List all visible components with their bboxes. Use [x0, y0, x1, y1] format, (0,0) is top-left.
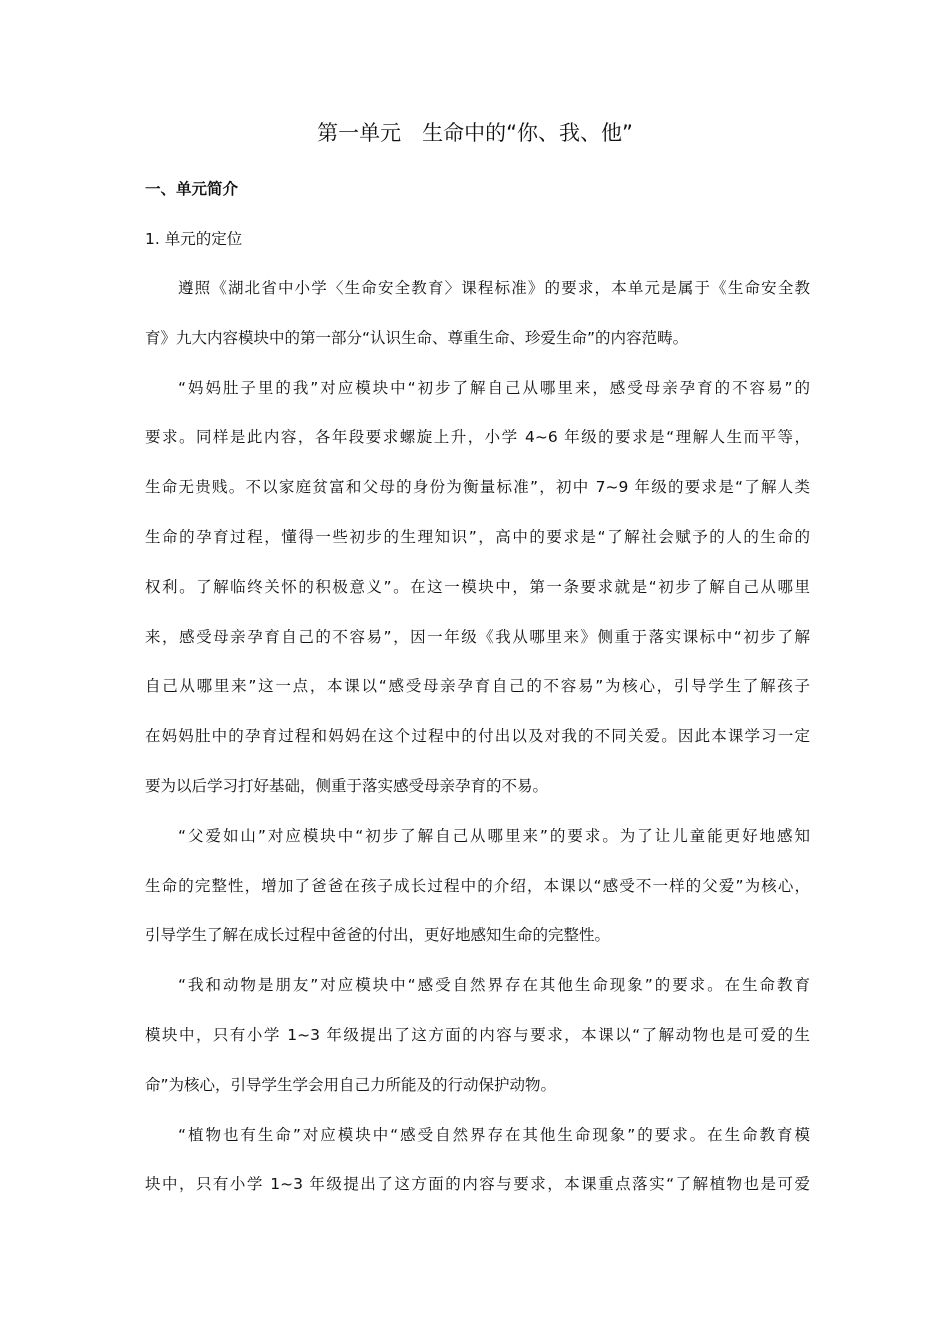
paragraph-line: 生命无贵贱。不以家庭贫富和父母的身份为衡量标准”，初中 7~9 年级的要求是“了解人类 — [145, 478, 810, 497]
paragraph-line: 来，感受母亲孕育自己的不容易”，因一年级《我从哪里来》侧重于落实课标中“初步了解 — [145, 627, 810, 646]
section-heading: 一、单元简介 — [145, 180, 239, 198]
paragraph-line: “我和动物是朋友”对应模块中“感受自然界存在其他生命现象”的要求。在生命教育 — [178, 976, 810, 995]
paragraph-line: 在妈妈肚中的孕育过程和妈妈在这个过程中的付出以及对我的不同关爱。因此本课学习一定 — [145, 727, 810, 746]
paragraph-line: 生命的完整性，增加了爸爸在孩子成长过程中的介绍，本课以“感受不一样的父爱”为核心， — [145, 876, 810, 895]
paragraph-line: “父爱如山”对应模块中“初步了解自己从哪里来”的要求。为了让儿童能更好地感知 — [178, 826, 810, 845]
paragraph-line: 引导学生了解在成长过程中爸爸的付出，更好地感知生命的完整性。 — [145, 926, 611, 945]
paragraph-line: 块中，只有小学 1~3 年级提出了这方面的内容与要求，本课重点落实“了解植物也是可爱 — [145, 1175, 810, 1194]
subsection-heading: 1. 单元的定位 — [145, 230, 243, 248]
paragraph-line: 要为以后学习打好基础，侧重于落实感受母亲孕育的不易。 — [145, 776, 549, 795]
paragraph-line: “植物也有生命”对应模块中“感受自然界存在其他生命现象”的要求。在生命教育模 — [178, 1125, 810, 1144]
paragraph-line: 生命的孕育过程，懂得一些初步的生理知识”，高中的要求是“了解社会赋予的人的生命的 — [145, 527, 810, 546]
paragraph-line: 育》九大内容模块中的第一部分“认识生命、尊重生命、珍爱生命”的内容范畴。 — [145, 328, 689, 347]
document-title: 第一单元 生命中的“你、我、他” — [317, 121, 633, 145]
paragraph-line: 模块中，只有小学 1~3 年级提出了这方面的内容与要求，本课以“了解动物也是可爱的生 — [145, 1025, 810, 1044]
paragraph-line: 权利。了解临终关怀的积极意义”。在这一模块中，第一条要求就是“初步了解自己从哪里 — [145, 577, 810, 596]
paragraph-line: 遵照《湖北省中小学〈生命安全教育〉课程标准》的要求，本单元是属于《生命安全教 — [178, 279, 810, 297]
paragraph-line: 命”为核心，引导学生学会用自己力所能及的行动保护动物。 — [145, 1075, 557, 1094]
paragraph-line: 自己从哪里来”这一点，本课以“感受母亲孕育自己的不容易”为核心，引导学生了解孩子 — [145, 677, 810, 696]
body-text — [145, 276, 810, 1222]
paragraph-line: 要求。同样是此内容，各年段要求螺旋上升，小学 4~6 年级的要求是“理解人生而平等， — [145, 428, 810, 447]
paragraph-line: “妈妈肚子里的我”对应模块中“初步了解自己从哪里来，感受母亲孕育的不容易”的 — [178, 378, 810, 397]
